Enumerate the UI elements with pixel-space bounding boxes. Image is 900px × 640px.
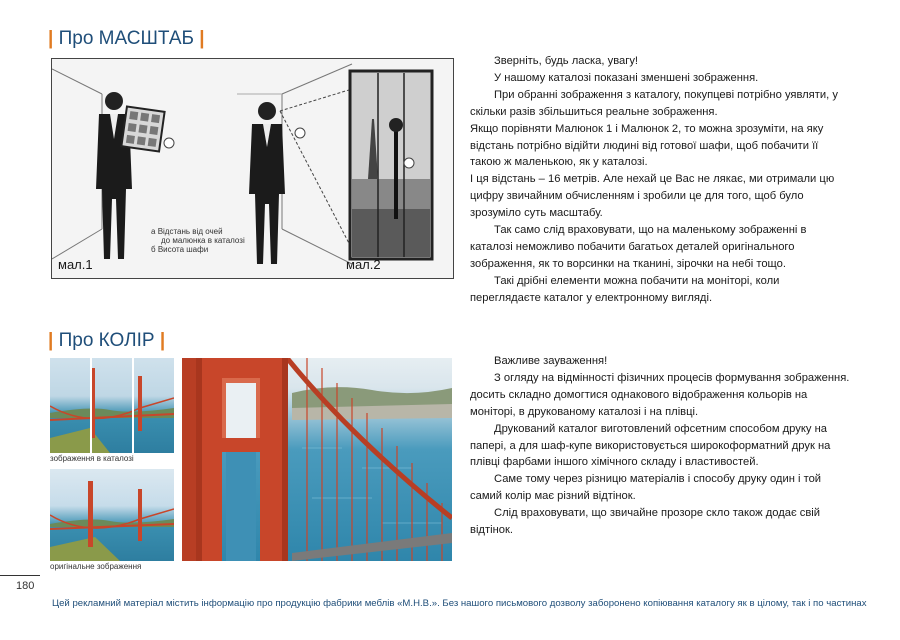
caption-catalog: зображення в каталозі (50, 454, 134, 463)
color-text-p2: Друкований каталог виготовлений офсетним способом друку на папері, а для шаф-купе використовується широкоформатний друк на плівці фарбами іншого хімічного складу і властивостей. (470, 422, 831, 469)
page-number: 180 (16, 580, 35, 592)
scale-text-p4: І ця відстань – 16 метрів. Але нехай це Вас не лякає, ми отримали цю цифру звичайним обчисленням і зробили це для того, щоб було зрозуміло суть масштабу. (470, 173, 835, 220)
color-heading-text: Про КОЛІР (58, 330, 155, 351)
color-text (470, 353, 850, 539)
scale-text (470, 53, 850, 307)
color-text-p1: З огляду на відмінності фізичних процесів формування зображення. досить складно домогтися однакового відображення кольорів на моніторі, в друкованому каталозі і на плівці. (470, 371, 850, 418)
figure-label-1: мал.1 (58, 257, 93, 272)
scale-legend: а Відстань від очей до малюнка в каталозі б Висота шафи (151, 227, 245, 254)
catalog-bridge-image (50, 358, 174, 453)
color-text-p4: Слід враховувати, що звичайне прозоре скло також додає свій відтінок. (470, 507, 821, 537)
scale-illustration-drawing (52, 59, 453, 278)
scale-text-p5: Так само слід враховувати, що на маленькому зображенні в каталозі неможливо побачити багатьох деталей оригінального зображення, як то ворсинки на тканині, зірочки на небі тощо. (470, 224, 807, 270)
color-heading: | Про КОЛІР | (48, 330, 166, 351)
scale-heading-text: Про МАСШТАБ (58, 28, 195, 49)
scale-illustration (51, 58, 454, 279)
color-text-p3: Саме тому через різницю матеріалів і способу друку один і той самий колір має різний відтінок. (470, 473, 822, 503)
scale-text-p3: Якщо порівняти Малюнок 1 і Малюнок 2, то можна зрозуміти, на яку відстань потрібно відійти людині від готової шафи, щоб побачити її такою ж маленькою, як у каталозі. (470, 122, 824, 169)
page-number-rule (0, 575, 40, 576)
scale-text-title: Зверніть, будь ласка, увагу! (494, 55, 639, 67)
color-text-title: Важливе зауваження! (494, 355, 608, 367)
large-bridge-image (182, 358, 452, 561)
footer-disclaimer: Цей рекламний матеріал містить інформацію про продукцію фабрики меблів «М.Н.В.». Без нашого письмового дозволу заборонено копіювання каталогу як в цілому, так і по частинах (52, 598, 867, 609)
figure-label-2: мал.2 (346, 257, 381, 272)
wardrobe (350, 71, 432, 259)
scale-heading: | Про МАСШТАБ | (48, 28, 205, 49)
caption-original: оригінальне зображення (50, 562, 142, 571)
scale-text-p2: При обранні зображення з каталогу, покупцеві потрібно уявляти, у скільки разів збільшиться реальне зображення. (470, 88, 838, 118)
scale-text-p1: У нашому каталозі показані зменшені зображення. (494, 71, 759, 84)
original-bridge-image (50, 469, 174, 561)
scale-text-p6: Такі дрібні елементи можна побачити на моніторі, коли переглядаєте каталог у електронному вигляді. (470, 274, 780, 304)
man-looking-at-wardrobe (249, 102, 285, 264)
